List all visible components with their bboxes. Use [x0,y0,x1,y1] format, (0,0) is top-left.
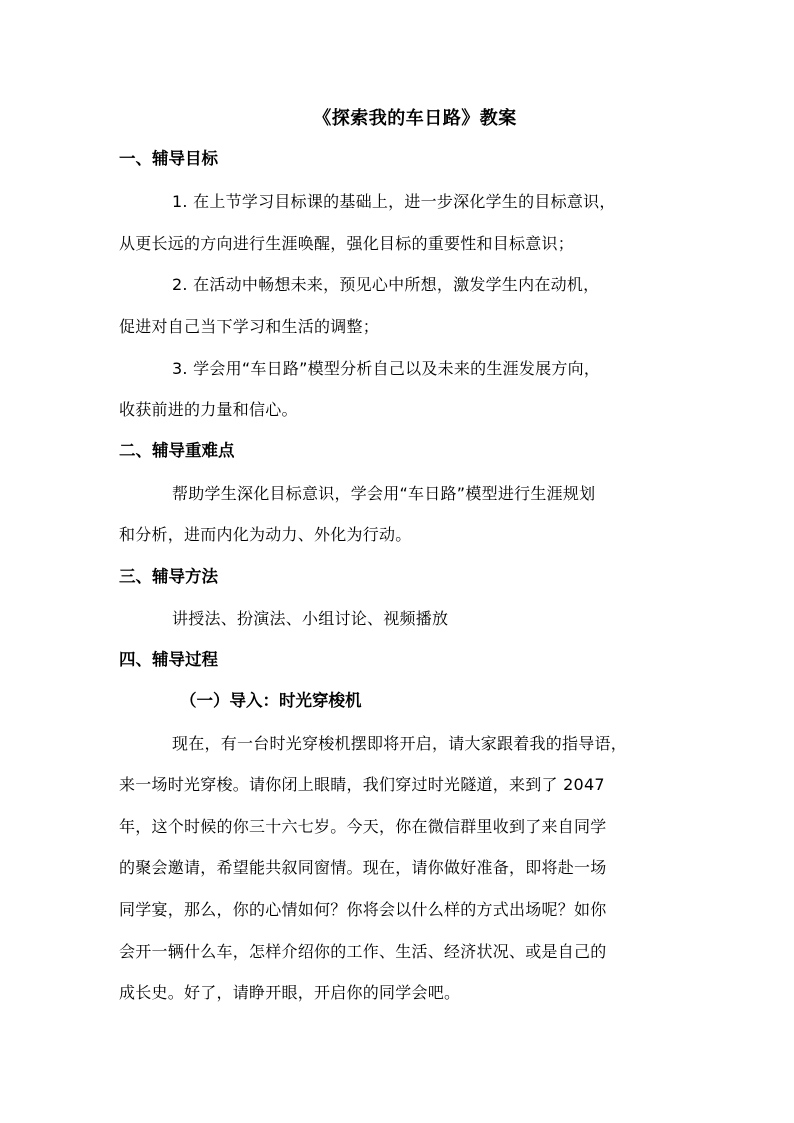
paragraph-line: 从更长远的方向进行生涯唤醒，强化目标的重要性和目标意识； [119,234,575,253]
document-title: 《探索我的车日路》教案 [313,108,517,129]
paragraph-line: 促进对自己当下学习和生活的调整； [119,317,380,336]
section-heading-process: 四、辅导过程 [119,650,218,669]
paragraph-line: 同学宴，那么，你的心情如何？你将会以什么样的方式出场呢？如你 [119,900,607,919]
paragraph-line: 年，这个时候的你三十六七岁。今天，你在微信群里收到了来自同学 [119,817,607,836]
paragraph-line: 和分析，进而内化为动力、外化为行动。 [119,525,412,544]
paragraph-line: 讲授法、扮演法、小组讨论、视频播放 [172,609,449,628]
paragraph-line: 会开一辆什么车，怎样介绍你的工作、生活、经济状况、或是自己的 [119,942,607,961]
paragraph-line: 1. 在上节学习目标课的基础上，进一步深化学生的目标意识， [172,192,616,211]
paragraph-line: 帮助学生深化目标意识，学会用“车日路”模型进行生涯规划 [172,484,596,503]
section-heading-methods: 三、辅导方法 [119,567,218,586]
paragraph-line: 收获前进的力量和信心。 [119,400,298,419]
paragraph-line: 2. 在活动中畅想未来，预见心中所想，激发学生内在动机， [172,275,600,294]
paragraph-line: 3. 学会用“车日路”模型分析自己以及未来的生涯发展方向， [172,359,601,378]
section-heading-goals: 一、辅导目标 [119,149,218,168]
paragraph-line: 的聚会邀请，希望能共叙同窗情。现在，请你做好准备，即将赴一场 [119,858,607,877]
subsection-heading-intro: （一）导入：时光穿梭机 [180,691,362,710]
paragraph-line: 现在，有一台时光穿梭机摆即将开启，请大家跟着我的指导语， [172,734,628,753]
section-heading-key-points: 二、辅导重难点 [119,441,235,460]
paragraph-line: 来一场时光穿梭。请你闭上眼睛，我们穿过时光隧道，来到了 2047 [119,775,605,794]
paragraph-line: 成长史。好了，请睁开眼，开启你的同学会吧。 [119,983,461,1002]
